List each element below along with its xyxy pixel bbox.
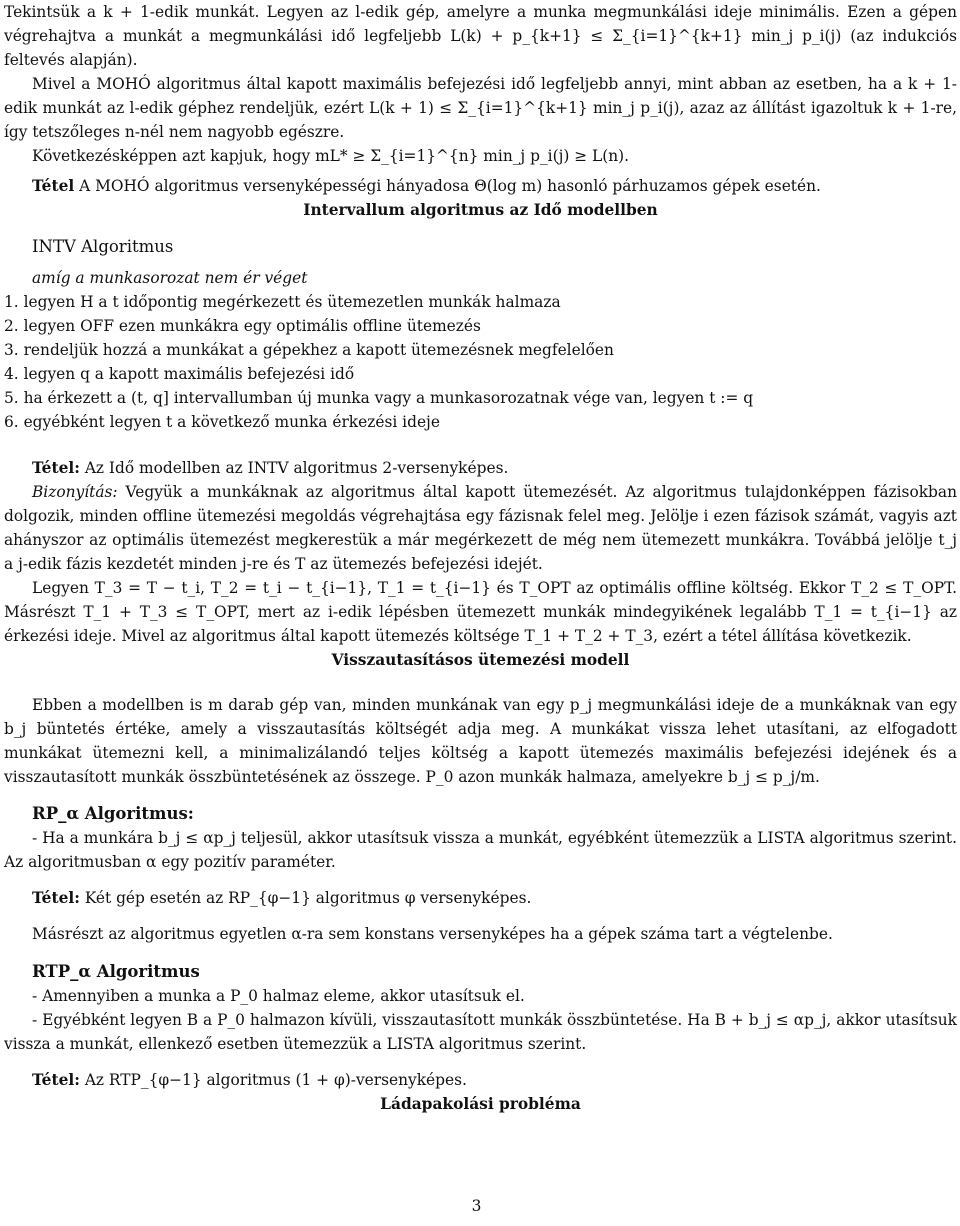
step-6: 6. egyébként legyen t a következő munka érkezési ideje <box>4 413 440 432</box>
theorem-rtp <box>4 1068 957 1092</box>
proof-paragraph-2: Legyen T_3 = T − t_i, T_2 = t_i − t_{i−1}, T_1 = t_{i−1} és T_OPT az optimális offline költség. Ekkor T_2 ≤ T_OPT. Másrészt T_1 + T_3 ≤ T_OPT, mert az i-edik lépésben ütemezett munkák mindegyikének legalább T_1 = t_{i−1} az érkezési ideje. Mivel az algoritmus által kapott ütemezés költsége T_1 + T_2 + T_3, ezért a tétel állítása következik. <box>4 579 957 646</box>
step-2: 2. legyen OFF ezen munkákra egy optimális offline ütemezés <box>4 317 481 336</box>
paragraph-not-competitive: Másrészt az algoritmus egyetlen α-ra sem konstans versenyképes ha a gépek száma tart a végtelenbe. <box>32 925 833 944</box>
paragraph-greedy: Mivel a MOHÓ algoritmus által kapott maximális befejezési idő legfeljebb annyi, mint abban az esetben, ha a k + 1-edik munkát az l-edik géphez rendeljük, ezért L(k + 1) ≤ Σ_{i=1}^{k+1} min_j p_i(j), azaz az állítást igazoltuk k + 1-re, így tetszőleges n-nél nem nagyobb egészre. <box>4 75 957 142</box>
theorem-text: Két gép esetén az RP_{φ−1} algoritmus φ versenyképes. <box>79 889 532 908</box>
theorem-label: Tétel: <box>32 459 80 478</box>
intv-algorithm-title: INTV Algoritmus <box>32 237 174 257</box>
section-heading-bin-packing: Ládapakolási probléma <box>380 1095 581 1114</box>
page-number: 3 <box>471 1197 482 1215</box>
step-3: 3. rendeljük hozzá a munkákat a gépekhez a kapott ütemezésnek megfelelően <box>4 341 614 360</box>
proof-text: Vegyük a munkáknak az algoritmus által kapott ütemezését. Az algoritmus tulajdonképpen fázisokban dolgozik, minden offline ütemezési megoldás végrehajtása egy fázisnak felel meg. Jelölje i ezen fázisok számát, vagyis azt ahányszor az optimális ütemezést megkerestük a már megérkezett de még nem ütemezett munkákra. Továbbá jelölje t_j a j-edik fázis kezdetét minden j-re és T az ütemezés befejezési idejét. <box>4 483 957 574</box>
section-heading-interval: Intervallum algoritmus az Idő modellben <box>303 201 658 220</box>
theorem-text: Az RTP_{φ−1} algoritmus (1 + φ)-versenyképes. <box>79 1071 467 1090</box>
paragraph-rejection-model: Ebben a modellben is m darab gép van, minden munkának van egy p_j megmunkálási ideje de a munkáknak van egy b_j büntetés értéke, amely a visszautasítás költségét adja meg. A munkákat vissza lehet utasítani, az elfogadott munkákat ütemezni kell, a minimalizálandó teljes költség a kapott ütemezés maximális befejezési idejének és a visszautasított munkák összbüntetésének az összege. P_0 azon munkák halmaza, amelyekre b_j ≤ p_j/m. <box>4 695 957 786</box>
theorem-intv <box>4 456 957 480</box>
rtp-algorithm-title: RTP_α Algoritmus <box>32 961 200 981</box>
paragraph-induction: Tekintsük a k + 1-edik munkát. Legyen az l-edik gép, amelyre a munka megmunkálási ideje minimális. Ezen a gépen végrehajtva a munkát a megmunkálási idő legfeljebb L(k) + p_{k+1} ≤ Σ_{i=1}^{k+1} min_j p_i(j) (az indukciós feltevés alapján). <box>4 3 957 70</box>
loop-condition: amíg a munkasorozat nem ér véget <box>32 269 308 288</box>
page-body <box>4 0 957 1116</box>
step-5: 5. ha érkezett a (t, q] intervallumban új munka vagy a munkasorozatnak vége van, legyen t := q <box>4 389 754 408</box>
theorem-text: A MOHÓ algoritmus versenyképességi hányadosa Θ(log m) hasonló párhuzamos gépek esetén. <box>74 177 821 196</box>
theorem-label: Tétel: <box>32 889 80 908</box>
theorem-rp <box>4 886 957 910</box>
rtp-step-1: - Amennyiben a munka a P_0 halmaz eleme, akkor utasítsuk el. <box>32 987 525 1006</box>
rp-algorithm-text: - Ha a munkára b_j ≤ αp_j teljesül, akkor utasítsuk vissza a munkát, egyébként ütemezzük a LISTA algoritmus szerint. Az algoritmusban α egy pozitív paraméter. <box>4 829 957 872</box>
proof-label: Bizonyítás: <box>32 483 118 502</box>
rtp-step-2: - Egyébként legyen B a P_0 halmazon kívüli, visszautasított munkák összbüntetése. Ha B + b_j ≤ αp_j, akkor utasítsuk vissza a munkát, ellenkező esetben ütemezzük a LISTA algoritmus szerint. <box>4 1011 957 1054</box>
theorem-greedy <box>4 174 957 198</box>
theorem-text: Az Idő modellben az INTV algoritmus 2-versenyképes. <box>79 459 509 478</box>
proof-paragraph <box>4 480 957 576</box>
theorem-label: Tétel <box>32 177 75 196</box>
rp-algorithm-title: RP_α Algoritmus: <box>32 803 194 823</box>
paragraph-conclusion: Következésképpen azt kapjuk, hogy mL* ≥ Σ_{i=1}^{n} min_j p_i(j) ≥ L(n). <box>32 147 630 166</box>
step-4: 4. legyen q a kapott maximális befejezési idő <box>4 365 355 384</box>
step-1: 1. legyen H a t időpontig megérkezett és ütemezetlen munkák halmaza <box>4 293 561 312</box>
theorem-label: Tétel: <box>32 1071 80 1090</box>
section-heading-rejection: Visszautasításos ütemezési modell <box>331 651 630 670</box>
